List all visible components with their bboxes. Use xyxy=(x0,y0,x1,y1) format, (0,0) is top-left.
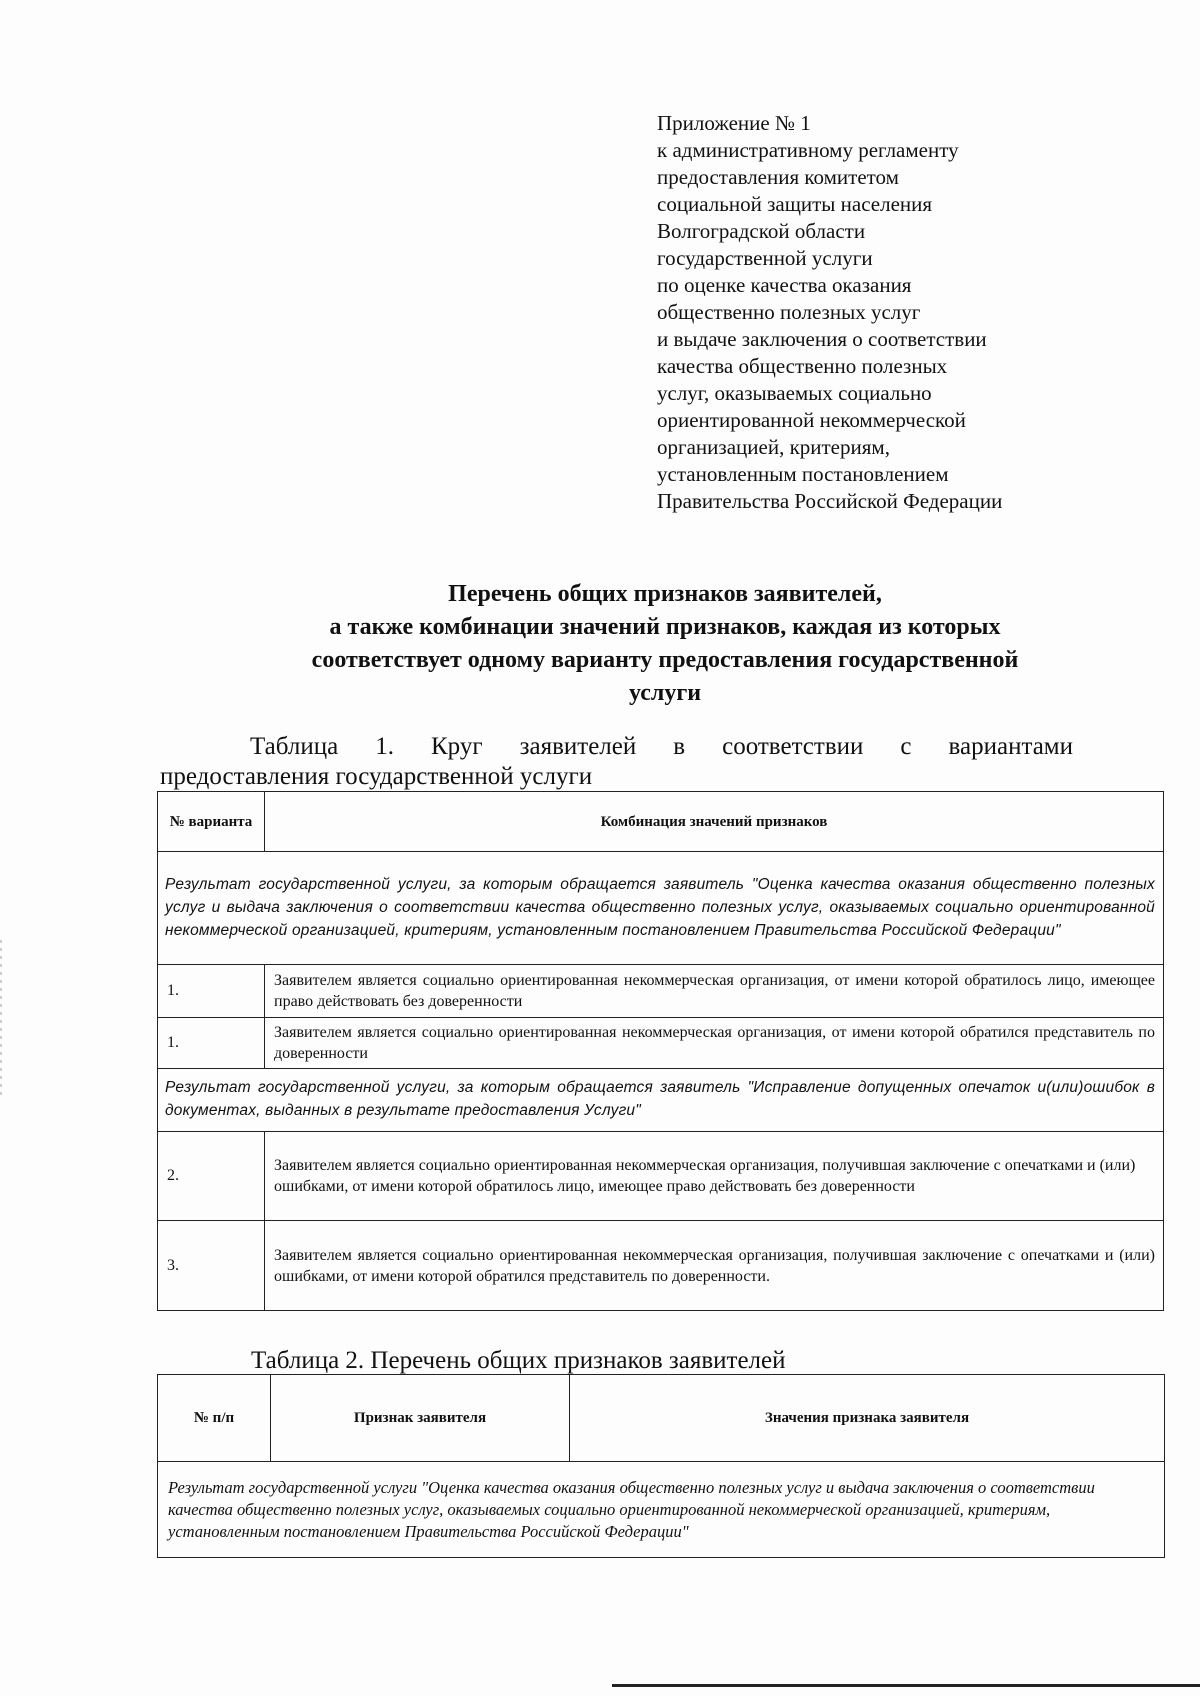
table-row xyxy=(158,1018,1164,1069)
appendix-line: Волгоградской области xyxy=(657,219,866,243)
appendix-line: организацией, критериям, xyxy=(657,435,890,459)
appendix-line: общественно полезных услуг xyxy=(657,300,921,324)
appendix-line: и выдаче заключения о соответствии xyxy=(657,327,987,351)
variant-number: 3. xyxy=(158,1221,265,1311)
appendix-line: качества общественно полезных xyxy=(657,354,948,378)
table1-caption-line1: Таблица 1. Круг заявителей в соответствии с вариантами xyxy=(250,733,1073,760)
header-combination: Комбинация значений признаков xyxy=(265,792,1164,852)
table-row xyxy=(158,1462,1165,1558)
result-description: Результат государственной услуги "Оценка качества оказания общественно полезных услуг и выдача заключения о соответствии качества общественно полезных услуг, оказываемых социально ориентированной некоммерческой организацией, критериям, установленным постановлением Правительства Российской Федерации" xyxy=(158,1462,1165,1558)
appendix-line: к административному регламенту xyxy=(657,138,959,162)
table1-caption xyxy=(160,732,1073,792)
title-line: а также комбинации значений признаков, каждая из которых xyxy=(329,614,1001,640)
appendix-line: Приложение № 1 xyxy=(657,111,811,135)
variant-number: 1. xyxy=(158,965,265,1018)
table2-caption: Таблица 2. Перечень общих признаков заявителей xyxy=(251,1347,786,1374)
title-line: Перечень общих признаков заявителей, xyxy=(448,581,882,607)
title-line: соответствует одному варианту предоставления государственной xyxy=(311,647,1019,673)
applicant-variants-table xyxy=(157,791,1164,1311)
appendix-line: социальной защиты населения xyxy=(657,192,933,216)
appendix-line: установленным постановлением xyxy=(657,462,949,486)
appendix-line: предоставления комитетом xyxy=(657,165,899,189)
appendix-line: Правительства Российской Федерации xyxy=(657,489,1003,513)
result-description: Результат государственной услуги, за которым обращается заявитель "Исправление допущенных опечаток и(или)ошибок в документах, выданных в результате предоставления Услуги" xyxy=(158,1069,1164,1132)
bottom-rule xyxy=(612,1684,1200,1687)
header-attribute: Признак заявителя xyxy=(271,1375,570,1462)
document-title xyxy=(120,578,1200,710)
header-row-number: № п/п xyxy=(158,1375,271,1462)
appendix-line: услуг, оказываемых социально xyxy=(657,381,932,405)
table-row xyxy=(158,1221,1164,1311)
variant-number: 1. xyxy=(158,1018,265,1069)
table-row xyxy=(158,1132,1164,1221)
scan-artifact xyxy=(0,940,2,1100)
title-line: услуги xyxy=(628,680,702,706)
header-variant-number: № варианта xyxy=(158,792,265,852)
appendix-line: государственной услуги xyxy=(657,246,873,270)
appendix-line: ориентированной некоммерческой xyxy=(657,408,966,432)
table1-caption-line2: предоставления государственной услуги xyxy=(160,763,593,790)
variant-description: Заявителем является социально ориентированная некоммерческая организация, от имени которой обратился представитель по доверенности xyxy=(265,1018,1164,1069)
variant-description: Заявителем является социально ориентированная некоммерческая организация, от имени которой обратилось лицо, имеющее право действовать без доверенности xyxy=(265,965,1164,1018)
variant-description: Заявителем является социально ориентированная некоммерческая организация, получившая заключение с опечатками и (или) ошибками, от имени которой обратился представитель по доверенности. xyxy=(265,1221,1164,1311)
variant-number: 2. xyxy=(158,1132,265,1221)
header-attribute-values: Значения признака заявителя xyxy=(570,1375,1165,1462)
variant-description: Заявителем является социально ориентированная некоммерческая организация, получившая заключение с опечатками и (или) ошибками, от имени которой обратилось лицо, имеющее право действовать без доверенности xyxy=(265,1132,1164,1221)
table-row xyxy=(158,965,1164,1018)
applicant-attributes-table xyxy=(157,1374,1165,1558)
table-row xyxy=(158,1069,1164,1132)
appendix-block xyxy=(657,110,1127,515)
appendix-line: по оценке качества оказания xyxy=(657,273,912,297)
result-description: Результат государственной услуги, за которым обращается заявитель "Оценка качества оказания общественно полезных услуг и выдача заключения о соответствии качества общественно полезных услуг, оказываемых социально ориентированной некоммерческой организацией, критериям, установленным постановлением Правительства Российской Федерации" xyxy=(158,852,1164,965)
table-header-row xyxy=(158,792,1164,852)
table-header-row xyxy=(158,1375,1165,1462)
table-row xyxy=(158,852,1164,965)
